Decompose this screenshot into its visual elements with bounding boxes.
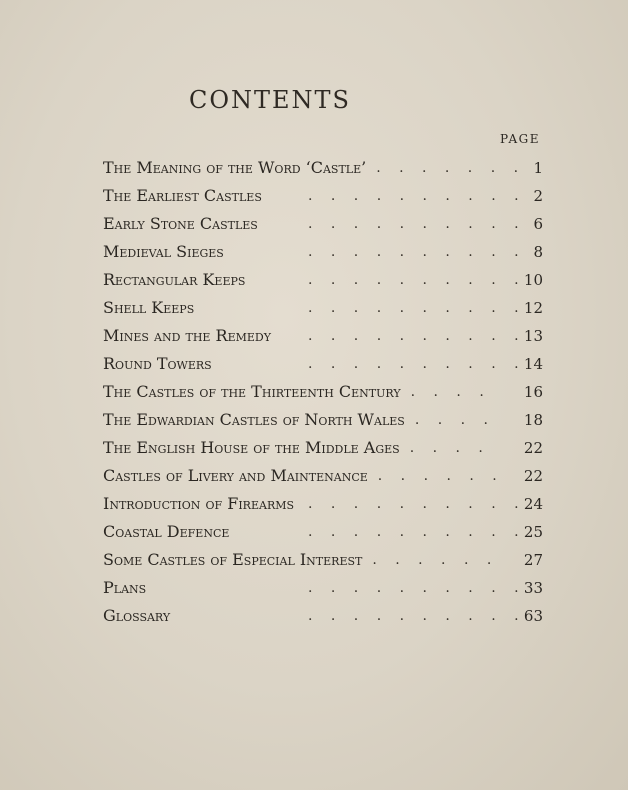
- toc-entry: [103, 490, 543, 518]
- toc-entry-title: Medieval Sieges: [103, 242, 224, 261]
- toc-entry-page: 22: [523, 439, 543, 457]
- toc-entry-title: Round Towers: [103, 354, 212, 373]
- toc-entry: [103, 210, 543, 238]
- toc-entry-title: Coastal Defence: [103, 522, 230, 541]
- toc-entry: [103, 238, 543, 266]
- toc-entry-title: Rectangular Keeps: [103, 270, 246, 289]
- toc-entry: [103, 574, 543, 602]
- toc-entry-title: Mines and the Remedy: [103, 326, 271, 345]
- dot-leader: . . . . . .: [372, 552, 492, 568]
- toc-entry: [103, 266, 543, 294]
- dot-leader: . . . . . . . . . .: [308, 524, 519, 540]
- toc-entry-page: 18: [523, 411, 543, 429]
- toc-entry-page: 33: [523, 579, 543, 597]
- toc-entry-page: 25: [523, 523, 543, 541]
- toc-entry-page: 63: [523, 607, 543, 625]
- toc-entry-page: 13: [523, 327, 543, 345]
- toc-entry: [103, 182, 543, 210]
- toc-entry: [103, 546, 543, 574]
- toc-entry: [103, 602, 543, 630]
- toc-entry-title: The Earliest Castles: [103, 186, 262, 205]
- dot-leader: . . . . . . . . . .: [308, 272, 519, 288]
- dot-leader: . . . . . . . . . .: [308, 188, 519, 204]
- toc-entry-title: Early Stone Castles: [103, 214, 258, 233]
- page-title: CONTENTS: [188, 86, 351, 114]
- toc-entry: [103, 322, 543, 350]
- toc-entry-page: 8: [533, 243, 543, 261]
- toc-entry-page: 12: [523, 299, 543, 317]
- dot-leader: . . . . . . . . . .: [308, 300, 519, 316]
- toc-entry: [103, 294, 543, 322]
- toc-entry: [103, 462, 543, 490]
- toc-entry: [103, 406, 543, 434]
- toc-entry-title: Introduction of Firearms: [103, 494, 295, 513]
- toc-entry-title: Castles of Livery and Maintenance: [103, 466, 368, 485]
- toc-entry-page: 6: [533, 215, 543, 233]
- toc-entry: [103, 154, 543, 182]
- toc-entry-title: The Meaning of the Word ‘Castle’: [103, 158, 367, 177]
- toc-entry-page: 10: [523, 271, 543, 289]
- dot-leader: . . . . . . . . . .: [308, 580, 519, 596]
- toc-entry-page: 27: [523, 551, 543, 569]
- dot-leader: . . . . . . . . . .: [308, 216, 519, 232]
- dot-leader: . . . . . . . . . .: [308, 244, 519, 260]
- dot-leader: . . . . . . . . . .: [308, 328, 519, 344]
- toc-entry-page: 16: [523, 383, 543, 401]
- toc-entry-title: The Castles of the Thirteenth Century: [103, 382, 401, 401]
- toc-entry-page: 2: [533, 187, 543, 205]
- table-of-contents: [103, 154, 543, 630]
- toc-entry: [103, 434, 543, 462]
- toc-entry: [103, 378, 543, 406]
- dot-leader: . . . . . . . . . .: [308, 356, 519, 372]
- dot-leader: . . . . . .: [377, 468, 497, 484]
- toc-entry-page: 22: [523, 467, 543, 485]
- dot-leader: . . . .: [409, 440, 483, 456]
- toc-entry-title: The English House of the Middle Ages: [103, 438, 400, 457]
- toc-entry-title: Glossary: [103, 606, 171, 625]
- toc-entry-page: 1: [533, 159, 543, 177]
- toc-entry: [103, 350, 543, 378]
- toc-entry-title: Shell Keeps: [103, 298, 195, 317]
- toc-entry-page: 24: [523, 495, 543, 513]
- toc-entry-title: Some Castles of Especial Interest: [103, 550, 363, 569]
- dot-leader: . . . . . . . . . .: [308, 496, 519, 512]
- dot-leader: . . . .: [414, 412, 488, 428]
- dot-leader: . . . . . . . . . .: [308, 608, 519, 624]
- toc-entry-title: The Edwardian Castles of North Wales: [103, 410, 405, 429]
- dot-leader: . . . .: [410, 384, 484, 400]
- page-column-header: PAGE: [500, 132, 540, 146]
- toc-entry-title: Plans: [103, 578, 147, 597]
- toc-entry: [103, 518, 543, 546]
- dot-leader: . . . . . . .: [376, 160, 519, 176]
- toc-entry-page: 14: [523, 355, 543, 373]
